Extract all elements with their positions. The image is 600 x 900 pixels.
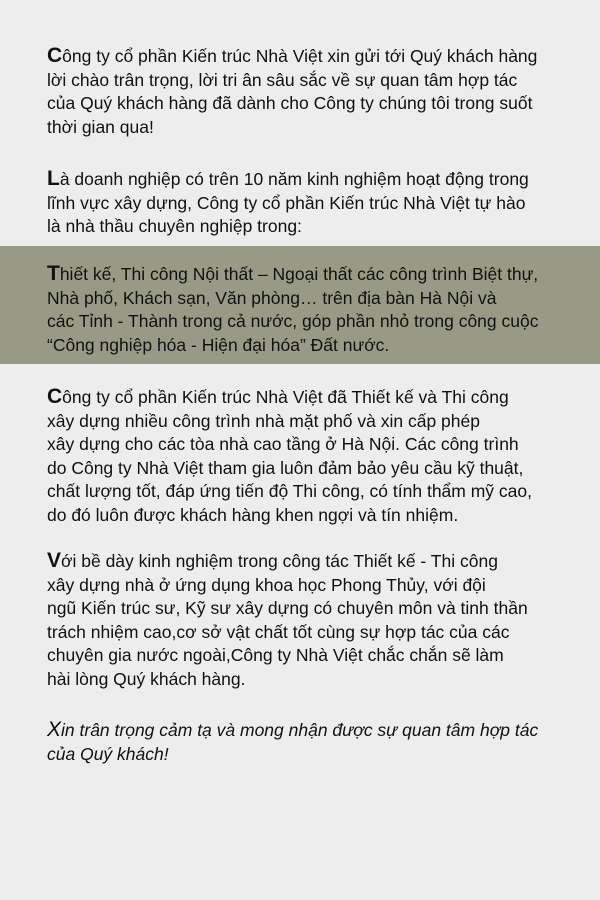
paragraph-line: chuyên gia nước ngoài,Công ty Nhà Việt chắc chắn sẽ làm xyxy=(47,645,504,665)
initial-letter: T xyxy=(47,262,60,285)
paragraph-line: Xin trân trọng cảm tạ và mong nhận được sự quan tâm hợp tác xyxy=(47,718,539,741)
paragraph-line: lời chào trân trọng, lời tri ân sâu sắc về sự quan tâm hợp tác xyxy=(47,69,518,90)
paragraph-closing xyxy=(0,718,600,766)
paragraph-services-highlight xyxy=(0,246,600,364)
paragraph-line: Công ty cổ phần Kiến trúc Nhà Việt đã Thiết kế và Thi công xyxy=(47,385,509,408)
initial-letter: V xyxy=(47,549,62,572)
paragraph-line: của Quý khách! xyxy=(47,743,169,764)
paragraph-line: là nhà thầu chuyên nghiệp trong: xyxy=(47,216,302,236)
paragraph-line: Thiết kế, Thi công Nội thất – Ngoại thất các công trình Biệt thự, xyxy=(47,262,539,285)
paragraph-line: ngũ Kiến trúc sư, Kỹ sư xây dựng có chuyên môn và tinh thần xyxy=(47,598,528,618)
paragraph-line: “Công nghiệp hóa - Hiện đại hóa” Đất nước. xyxy=(47,334,390,355)
paragraph-line: do Công ty Nhà Việt tham gia luôn đảm bảo yêu cầu kỹ thuật, xyxy=(47,457,524,478)
paragraph-line: Nhà phố, Khách sạn, Văn phòng… trên địa bàn Hà Nội và xyxy=(47,287,497,308)
paragraph-line: xây dựng nhà ở ứng dụng khoa học Phong Thủy, với đội xyxy=(47,574,486,595)
paragraph-line: lĩnh vực xây dựng, Công ty cổ phần Kiến trúc Nhà Việt tự hào xyxy=(47,192,526,213)
paragraph-greeting xyxy=(0,44,600,139)
paragraph-line: các Tỉnh - Thành trong cả nước, góp phần nhỏ trong công cuộc xyxy=(47,311,539,331)
paragraph-line: của Quý khách hàng đã dành cho Công ty chúng tôi trong suốt xyxy=(47,93,533,113)
paragraph-line: Công ty cổ phần Kiến trúc Nhà Việt xin gửi tới Quý khách hàng xyxy=(47,44,538,67)
paragraph-line: Là doanh nghiệp có trên 10 năm kinh nghiệm hoạt động trong xyxy=(47,167,529,190)
initial-letter: C xyxy=(47,385,63,408)
paragraph-line: hài lòng Quý khách hàng. xyxy=(47,668,246,689)
paragraph-line: xây dựng cho các tòa nhà cao tầng ở Hà Nội. Các công trình xyxy=(47,434,519,454)
initial-letter: L xyxy=(47,167,60,190)
paragraph-experience xyxy=(0,167,600,239)
paragraph-line: trách nhiệm cao,cơ sở vật chất tốt cùng sự hợp tác của các xyxy=(47,621,510,642)
initial-letter: C xyxy=(47,44,63,67)
paragraph-expertise xyxy=(0,549,600,691)
paragraph-line: Với bề dày kinh nghiệm trong công tác Thiết kế - Thi công xyxy=(47,549,498,572)
paragraph-line: chất lượng tốt, đáp ứng tiến độ Thi công, có tính thẩm mỹ cao, xyxy=(47,481,532,501)
paragraph-line: do đó luôn được khách hàng khen ngợi và tín nhiệm. xyxy=(47,504,459,525)
paragraph-projects xyxy=(0,385,600,527)
initial-letter: X xyxy=(47,718,62,741)
paragraph-line: xây dựng nhiều công trình nhà mặt phố và xin cấp phép xyxy=(47,410,480,431)
paragraph-line: thời gian qua! xyxy=(47,116,154,137)
